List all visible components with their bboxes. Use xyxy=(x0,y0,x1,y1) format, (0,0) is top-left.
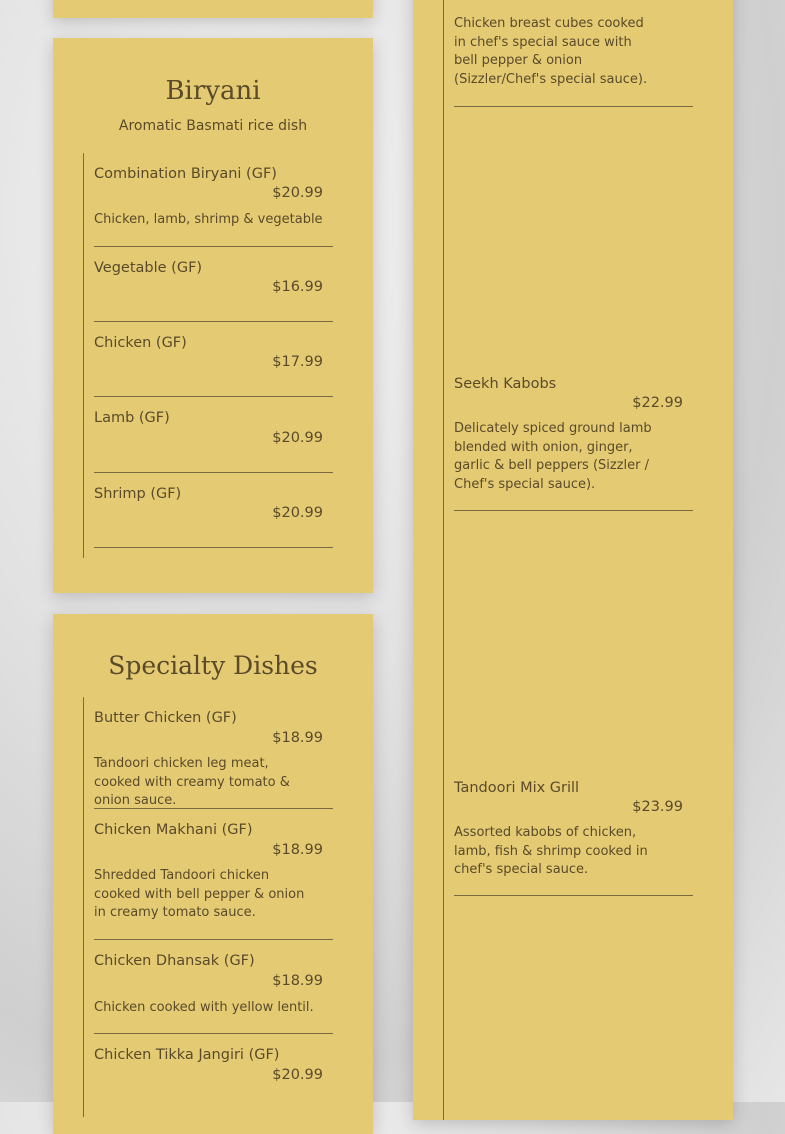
menu-item-description: Delicately spiced ground lamb blended with onion, ginger, garlic & bell peppers (Sizzler / Chef's special sauce). xyxy=(454,421,652,493)
menu-item-price: $22.99 xyxy=(632,395,683,411)
specialty-title: Specialty Dishes xyxy=(108,651,318,680)
menu-item-price: $18.99 xyxy=(272,973,323,989)
menu-item-name: Chicken Dhansak (GF) xyxy=(94,953,255,969)
specialty-vertical-rule xyxy=(83,697,84,1117)
menu-item-name: Lamb (GF) xyxy=(94,410,170,426)
item-divider xyxy=(94,1033,333,1034)
menu-item-name: Tandoori Mix Grill xyxy=(454,780,580,796)
menu-item-name: Chicken Makhani (GF) xyxy=(94,822,253,838)
menu-item-name: Vegetable (GF) xyxy=(94,260,203,276)
item-divider xyxy=(454,510,693,511)
menu-item-price: $18.99 xyxy=(272,842,323,858)
menu-item-name: Seekh Kabobs xyxy=(454,376,557,392)
biryani-title: Biryani xyxy=(165,76,261,106)
biryani-subtitle: Aromatic Basmati rice dish xyxy=(118,118,308,134)
item-divider xyxy=(454,895,693,896)
menu-item-price: $20.99 xyxy=(272,1067,323,1083)
menu-item-description: Chicken cooked with yellow lentil. xyxy=(94,1000,314,1015)
grill-card xyxy=(413,0,733,1120)
item-divider xyxy=(94,396,333,397)
item-divider xyxy=(94,808,333,809)
menu-item-name: Chicken Tikka Jangiri (GF) xyxy=(94,1047,280,1063)
menu-item-price: $18.99 xyxy=(272,730,323,746)
menu-item-price: $16.99 xyxy=(272,279,323,295)
menu-item-description: Tandoori chicken leg meat, cooked with creamy tomato & onion sauce. xyxy=(94,756,290,809)
previous-section-card xyxy=(53,0,373,18)
menu-item-description: Assorted kabobs of chicken, lamb, fish & shrimp cooked in chef's special sauce. xyxy=(454,825,648,878)
item-divider xyxy=(94,321,333,322)
menu-item-description: Chicken breast cubes cooked in chef's special sauce with bell pepper & onion (Sizzler/Chef's special sauce). xyxy=(454,16,648,88)
menu-item-description: Shredded Tandoori chicken cooked with bell pepper & onion in creamy tomato sauce. xyxy=(94,868,305,921)
menu-item-price: $20.99 xyxy=(272,185,323,201)
menu-item-price: $20.99 xyxy=(272,505,323,521)
grill-vertical-rule xyxy=(443,0,444,1120)
item-divider xyxy=(94,246,333,247)
item-divider xyxy=(94,939,333,940)
biryani-card xyxy=(53,38,373,593)
menu-item-name: Combination Biryani (GF) xyxy=(94,166,277,182)
menu-item-name: Shrimp (GF) xyxy=(94,486,182,502)
specialty-dishes-card xyxy=(53,614,373,1134)
menu-item-price: $20.99 xyxy=(272,430,323,446)
item-divider xyxy=(94,547,333,548)
menu-item-name: Butter Chicken (GF) xyxy=(94,710,237,726)
item-divider xyxy=(94,472,333,473)
menu-item-description: Chicken, lamb, shrimp & vegetable xyxy=(94,212,323,227)
menu-item-price: $23.99 xyxy=(632,799,683,815)
menu-item-name: Chicken (GF) xyxy=(94,335,187,351)
menu-item-price: $17.99 xyxy=(272,354,323,370)
biryani-vertical-rule xyxy=(83,153,84,558)
item-divider xyxy=(454,106,693,107)
